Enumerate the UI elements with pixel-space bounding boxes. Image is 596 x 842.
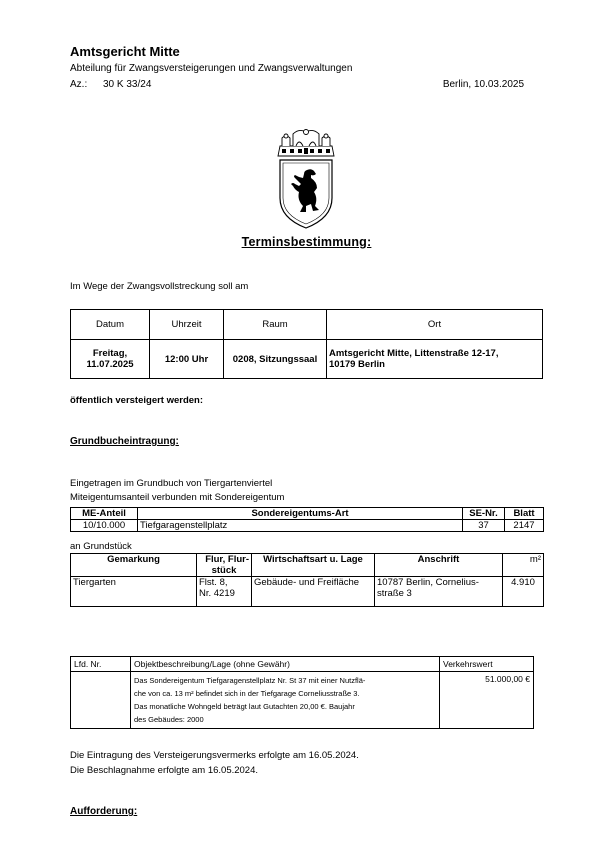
plot-text: an Grundstück — [70, 541, 132, 552]
plot-flur-2: Nr. 4219 — [199, 588, 235, 599]
header-gemarkung: Gemarkung — [71, 554, 197, 577]
object-value: 51.000,00 € — [440, 672, 534, 729]
land-register-heading: Grundbucheintragung: — [70, 436, 179, 447]
entry-note: Die Eintragung des Versteigerungsvermerks erfolgte am 16.05.2024. — [70, 750, 359, 761]
intro-text: Im Wege der Zwangsvollstreckung soll am — [70, 281, 249, 292]
case-number — [70, 79, 151, 90]
department: Abteilung für Zwangsversteigerungen und Zwangsverwaltungen — [70, 63, 353, 74]
az-label: Az.: — [70, 79, 88, 90]
object-table — [70, 656, 534, 729]
header-verkehrswert: Verkehrswert — [440, 657, 534, 672]
place-cell — [327, 340, 543, 379]
object-desc-2: che von ca. 13 m² befindet sich in der Tiefgarage Corneliusstraße 3. — [134, 689, 360, 698]
share-type: Tiefgaragenstellplatz — [138, 520, 463, 532]
plot-flur-1: Flst. 8, — [199, 577, 228, 588]
plot-flur — [197, 577, 252, 607]
request-heading: Aufforderung: — [70, 806, 138, 817]
share-text: Miteigentumsanteil verbunden mit Sondereigentum — [70, 492, 285, 503]
plot-anschrift — [375, 577, 503, 607]
room-cell: 0208, Sitzungssaal — [224, 340, 327, 379]
plot-wirtschaft: Gebäude- und Freifläche — [252, 577, 375, 607]
object-desc-3: Das monatliche Wohngeld beträgt laut Gutachten 20,00 €. Baujahr — [134, 702, 355, 711]
header-flur — [197, 554, 252, 577]
page-title: Terminsbestimmung: — [241, 235, 372, 249]
header-objektbeschreibung: Objektbeschreibung/Lage (ohne Gewähr) — [131, 657, 440, 672]
share-table — [70, 507, 544, 532]
place-line-1: Amtsgericht Mitte, Littenstraße 12-17, — [329, 348, 499, 359]
share-value: 10/10.000 — [71, 520, 138, 532]
header-se-nr: SE-Nr. — [463, 508, 505, 520]
header-datum: Datum — [71, 310, 150, 340]
header-uhrzeit: Uhrzeit — [150, 310, 224, 340]
object-desc-1: Das Sondereigentum Tiefgaragenstellplatz Nr. St 37 mit einer Nutzflä- — [134, 676, 366, 685]
header-flur-2: stück — [211, 565, 237, 576]
plot-gemarkung: Tiergarten — [71, 577, 197, 607]
object-description — [131, 672, 440, 729]
object-desc-4: des Gebäudes: 2000 — [134, 715, 204, 724]
header-sondereigentums-art: Sondereigentums-Art — [138, 508, 463, 520]
header-area: m² — [503, 554, 544, 577]
share-se-number: 37 — [463, 520, 505, 532]
header-anschrift: Anschrift — [375, 554, 503, 577]
registered-in-text: Eingetragen im Grundbuch von Tiergartenviertel — [70, 478, 273, 489]
public-auction-text: öffentlich versteigert werden: — [70, 395, 204, 406]
header-me-anteil: ME-Anteil — [71, 508, 138, 520]
az-value: 30 K 33/24 — [103, 79, 152, 90]
object-number — [71, 672, 131, 729]
header-lfd-nr: Lfd. Nr. — [71, 657, 131, 672]
berlin-bear-crest-icon — [273, 128, 339, 230]
court-name: Amtsgericht Mitte — [70, 44, 180, 59]
place-line-2: 10179 Berlin — [329, 359, 385, 370]
header-ort: Ort — [327, 310, 543, 340]
plot-anschrift-1: 10787 Berlin, Cornelius- — [377, 577, 479, 588]
seizure-note: Die Beschlagnahme erfolgte am 16.05.2024. — [70, 765, 259, 776]
plot-anschrift-2: straße 3 — [377, 588, 412, 599]
plot-table — [70, 553, 544, 607]
header-raum: Raum — [224, 310, 327, 340]
plot-area: 4.910 — [503, 577, 544, 607]
header-flur-1: Flur, Flur- — [205, 554, 249, 565]
header-wirtschaftsart: Wirtschaftsart u. Lage — [252, 554, 375, 577]
header-blatt: Blatt — [505, 508, 544, 520]
time-cell: 12:00 Uhr — [150, 340, 224, 379]
schedule-table — [70, 309, 543, 379]
date-value: 11.07.2025 — [86, 359, 134, 370]
date-weekday: Freitag, — [92, 348, 128, 359]
share-sheet: 2147 — [505, 520, 544, 532]
date-cell — [71, 340, 150, 379]
place-date: Berlin, 10.03.2025 — [442, 79, 524, 90]
